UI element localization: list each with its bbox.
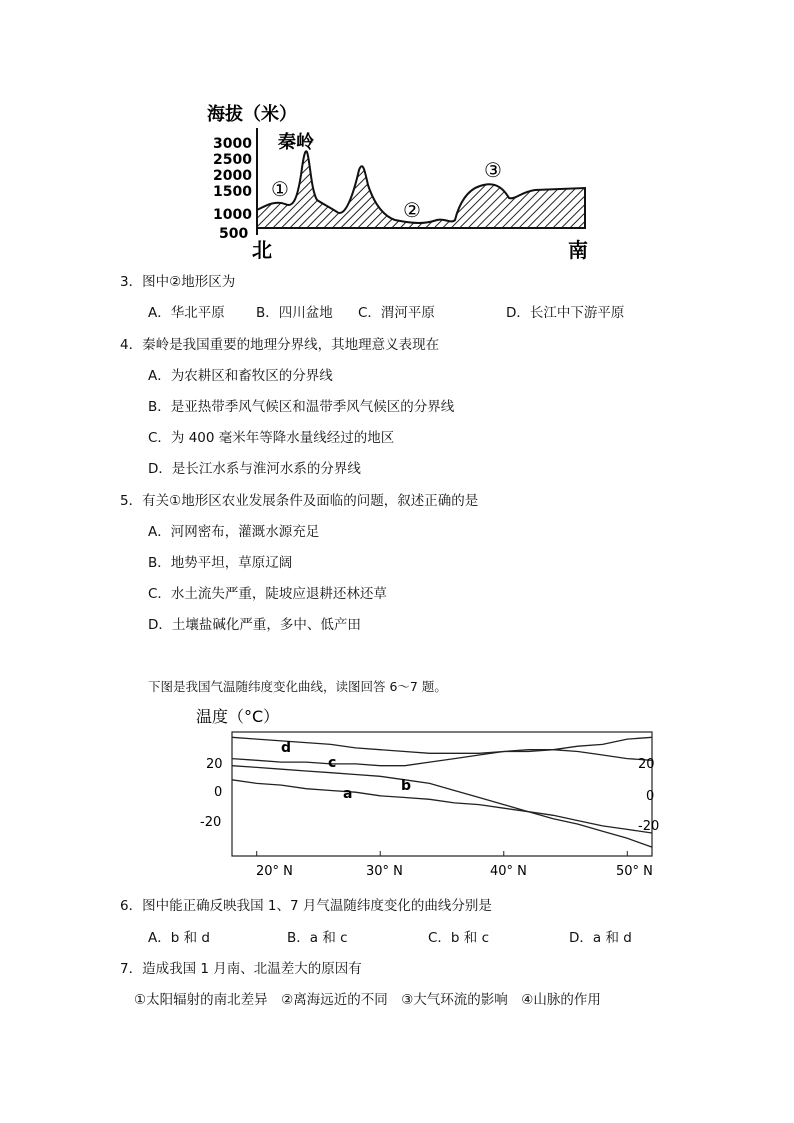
q6-option-c: C．b 和 c [428,930,490,946]
q4-option-d: D．是长江水系与淮河水系的分界线 [148,461,361,477]
chart-x-tick: 30° N [366,864,403,879]
q3-option-d: D．长江中下游平原 [506,305,625,321]
marker-3: ③ [484,158,502,182]
q5-option-a: A．河网密布，灌溉水源充足 [148,524,320,540]
temperature-curve-d [232,737,652,753]
marker-1: ① [271,177,289,201]
terrain-y-tick: 2500 [213,152,252,168]
q4-option-b: B．是亚热带季风气候区和温带季风气候区的分界线 [148,399,455,415]
q6-stem: 6．图中能正确反映我国 1、7 月气温随纬度变化的曲线分别是 [120,898,492,914]
terrain-profile-figure [205,100,600,260]
curve-label-a: a [343,786,353,802]
chart-left-tick: 20 [206,757,223,772]
curve-label-d: d [281,740,292,756]
terrain-y-title: 海拔（米） [207,104,297,125]
chart-left-tick: 0 [214,785,223,800]
terrain-y-tick: 2000 [213,168,252,184]
q5-option-b: B．地势平坦，草原辽阔 [148,555,293,571]
q3-option-c: C．渭河平原 [358,305,435,321]
chart-x-tick: 50° N [616,864,653,879]
q3-option-b: B．四川盆地 [256,305,333,321]
chart-right-tick: -20 [638,819,660,834]
marker-2: ② [403,198,421,222]
q5-option-c: C．水土流失严重，陡坡应退耕还林还草 [148,586,387,602]
q7-stem: 7．造成我国 1 月南、北温差大的原因有 [120,961,362,977]
terrain-profile-area [257,151,585,228]
south-label: 南 [568,238,588,260]
q6-option-a: A．b 和 d [148,930,210,946]
q5-option-d: D．土壤盐碱化严重，多中、低产田 [148,617,361,633]
temperature-latitude-chart [190,700,670,885]
q6-option-b: B．a 和 c [287,930,348,946]
chart-plot-frame [232,732,655,856]
chart-intro: 下图是我国气温随纬度变化曲线，读图回答 6～7 题。 [148,679,447,694]
q4-option-a: A．为农耕区和畜牧区的分界线 [148,368,333,384]
q3-option-a: A．华北平原 [148,305,225,321]
chart-right-tick: 0 [646,789,655,804]
terrain-y-tick: 500 [219,226,249,242]
north-label: 北 [252,238,272,260]
q7-choices: ①太阳辐射的南北差异 ②离海远近的不同 ③大气环流的影响 ④山脉的作用 [134,992,601,1008]
terrain-y-tick: 3000 [213,136,252,152]
temperature-curve-b [232,766,655,847]
qinling-label: 秦岭 [278,132,314,153]
terrain-y-tick: 1000 [213,207,252,223]
chart-x-tick: 20° N [256,864,293,879]
q6-option-d: D．a 和 d [569,930,632,946]
chart-y-title: 温度（°C） [196,707,280,726]
chart-right-tick: 20 [638,757,655,772]
terrain-y-tick: 1500 [213,184,252,200]
q5-stem: 5．有关①地形区农业发展条件及面临的问题，叙述正确的是 [120,493,479,509]
q4-option-c: C．为 400 毫米年等降水量线经过的地区 [148,430,395,446]
curve-label-c: c [328,755,337,771]
temperature-curve-c [232,750,652,766]
chart-x-tick: 40° N [490,864,527,879]
temperature-curve-a [232,780,655,833]
curve-label-b: b [401,778,412,794]
q4-stem: 4．秦岭是我国重要的地理分界线，其地理意义表现在 [120,337,440,353]
q3-stem: 3．图中②地形区为 [120,274,236,290]
chart-left-tick: -20 [200,815,222,830]
